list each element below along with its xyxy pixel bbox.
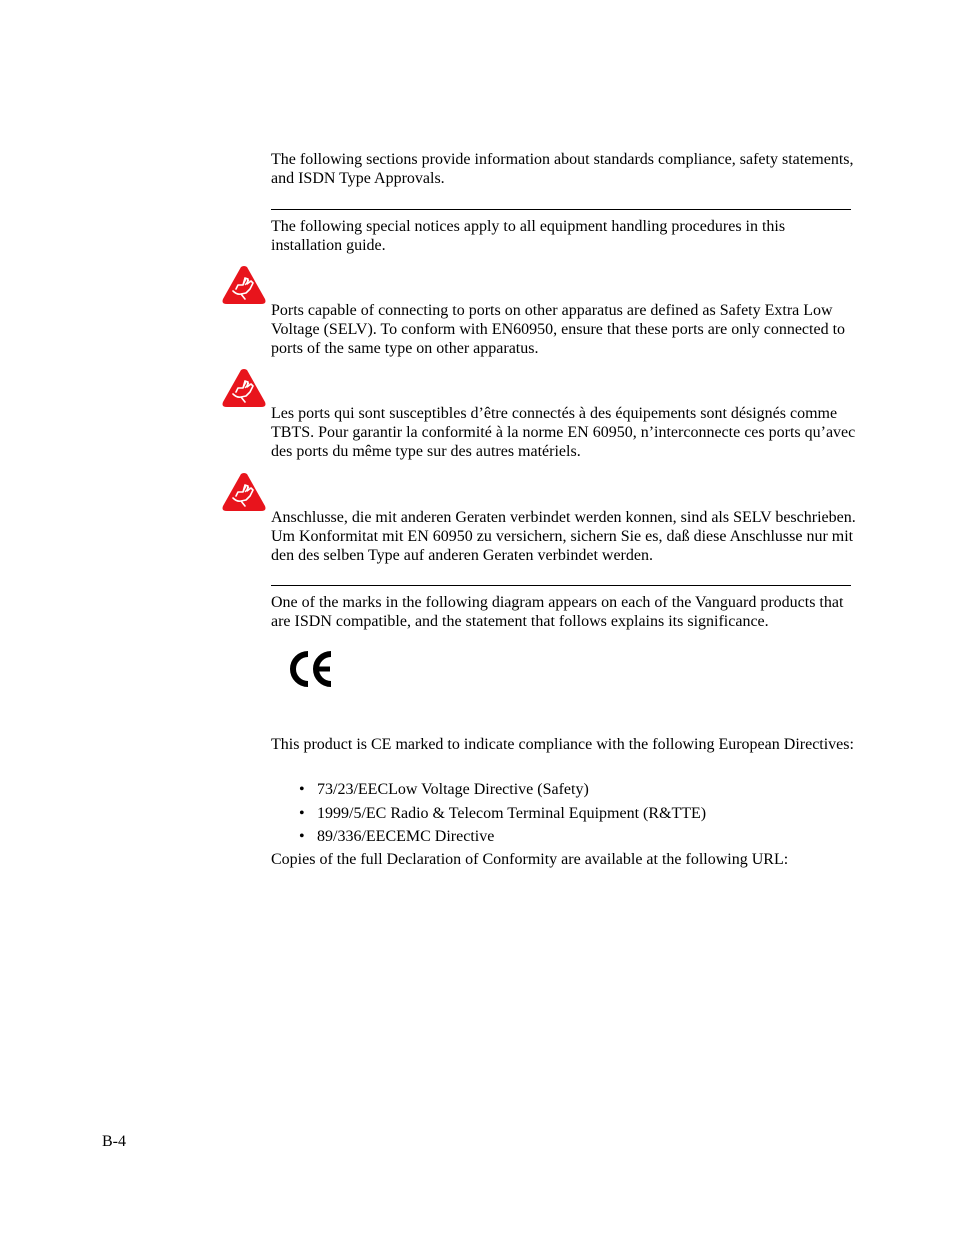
warning-paragraph-french: Les ports qui sont susceptibles d’être connectés à des équipements sont désignés comme TBTS. Pour garantir la conformité à la norme EN 60950, n’interconnecte ces ports qu’avec des ports du même type sur des autres matériels. — [271, 405, 856, 460]
ce-statement-paragraph: This product is CE marked to indicate compliance with the following European Directives: — [271, 736, 854, 753]
section-divider — [271, 585, 851, 586]
list-item — [299, 804, 706, 823]
directive-text: 89/336/EECEMC Directive — [317, 828, 495, 845]
section-divider — [271, 209, 851, 210]
electric-shock-warning-icon — [221, 472, 267, 512]
special-notices-paragraph: The following special notices apply to all equipment handling procedures in this installation guide. — [271, 218, 786, 254]
bullet-icon: • — [299, 781, 305, 798]
directive-text: 73/23/EECLow Voltage Directive (Safety) — [317, 781, 589, 798]
electric-shock-warning-icon — [221, 368, 267, 408]
warning-paragraph-german: Anschlusse, die mit anderen Geraten verbindet werden konnen, sind als SELV beschrieben. Um Konformitat mit EN 60950 zu versichern, sichern Sie es, daß diese Anschlusse nur mit den des selben Type auf anderen Geraten verbindet werden. — [271, 509, 856, 564]
declaration-paragraph: Copies of the full Declaration of Conformity are available at the following URL: — [271, 851, 789, 868]
ce-mark-icon — [287, 648, 335, 690]
bullet-icon: • — [299, 828, 305, 845]
marks-intro-paragraph: One of the marks in the following diagram appears on each of the Vanguard products that are ISDN compatible, and the statement that follows explains its significance. — [271, 594, 844, 630]
intro-paragraph: The following sections provide information about standards compliance, safety statements, and ISDN Type Approvals. — [271, 151, 854, 187]
directive-text: 1999/5/EC Radio & Telecom Terminal Equipment (R&TTE) — [317, 804, 707, 822]
list-item — [299, 780, 706, 799]
page-number: B-4 — [102, 1133, 126, 1150]
warning-paragraph-english: Ports capable of connecting to ports on other apparatus are defined as Safety Extra Low Voltage (SELV). To conform with EN60950, ensure that these ports are only connected to ports of the same type on other apparatus. — [271, 302, 846, 357]
electric-shock-warning-icon — [221, 265, 267, 305]
directives-list — [299, 780, 706, 851]
list-item — [299, 827, 706, 846]
bullet-icon: • — [299, 804, 305, 822]
